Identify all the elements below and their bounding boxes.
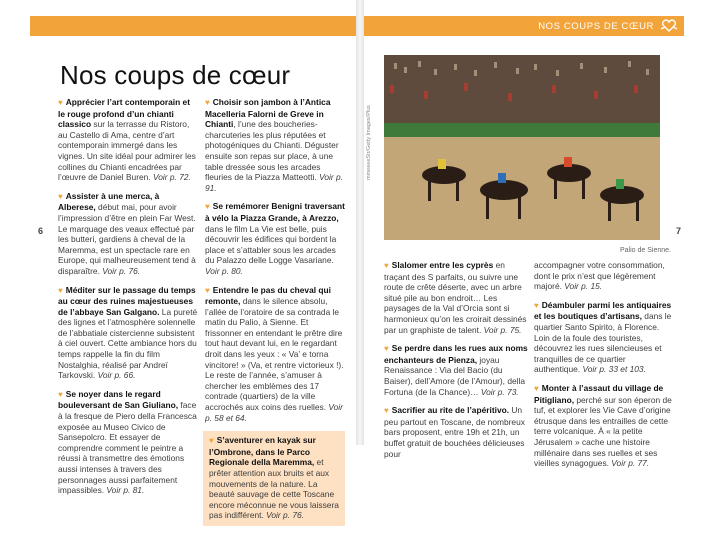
entry: ♥ Choisir son jambon à l’Antica Macelleria Falorni de Greve in Chianti, l’une des boucheries-charcuteries les plus réputées et photogéniques du Chianti. Déguster ensuite son repas sur place, à une table dressée sous les arcades fleuries de la Piazza Matteotti. Voir p. 91.: [205, 97, 345, 193]
entry: ♥ Se noyer dans le regard bouleversant de San Giuliano, face à la fresque de Piero della Francesca exposée au Museo Civico de Sansepolcro. Et essayer de comprendre comment le peintre a réussi à transmettre des émotions aussi intenses à travers des personnages aussi parfaitement impassibles. Voir p. 81.: [58, 389, 198, 496]
column-1: [58, 97, 198, 504]
left-page: [0, 0, 356, 521]
photo-caption: Palio de Sienne.: [620, 247, 671, 254]
header-band-left: [30, 16, 356, 36]
highlight-box: ♥ S’aventurer en kayak sur l’Ombrone, dans le Parco Regionale della Maremma, et prêter attention aux bruits et aux mouvements de la nature. La beauté sauvage de cette Toscane encore méconnue ne vous laissera pas indifférent. Voir p. 76.: [203, 431, 345, 526]
page-title: Nos coups de cœur: [60, 60, 291, 90]
entry: ♥ Entendre le pas du cheval qui remonte, dans le silence absolu, l’allée de l’oratoire de sa contrada le matin du Palio, à Sienne. Et frissonner en entendant le prêtre dire tout haut devant lui, en le regardant droit dans les yeux : « Va’ e torna vincitore! » (Va, et rentre victorieux !). Le reste de l’année, s’amuser à chercher les emblèmes des 17 contrade (quartiers) de la ville accrochés aux coins des ruelles. Voir p. 58 et 64.: [205, 285, 345, 424]
page-number-left: 6: [38, 226, 44, 236]
entry: ♥ Sacrifier au rite de l’apéritivo. Un peu partout en Toscane, de nombreux bars proposent, entre 19h et 21h, un buffet gratuit de bouchées délicieuses pour: [384, 405, 530, 459]
column-3: [384, 260, 530, 467]
entry: ♥ Slalomer entre les cyprès en traçant des S parfaits, ou suivre une route de crête déserte, avec un arbre situé pile au bon endroit… Les paysages de la Val d’Orcia sont si harmonieux qu’on les croirait dessinés par un graphiste de talent. Voir p. 75.: [384, 260, 530, 335]
heart-hands-icon: [660, 19, 678, 33]
right-page: [364, 0, 720, 469]
page-number-right: 7: [676, 226, 682, 236]
entry: ♥ Monter à l’assaut du village de Pitigliano, perché sur son éperon de tuf, et explorer les Vie Cave d’origine étrusque dans les entrailles de cette terre volcanique. À « la petite Jérusalem » cache une histoire millénaire dans ses ruelles et ses vieilles synagogues. Voir p. 77.: [534, 383, 674, 469]
palio-photo: [384, 55, 660, 240]
section-title: NOS COUPS DE CŒUR: [538, 20, 654, 32]
column-2: [205, 97, 345, 534]
header-band-right: [364, 16, 684, 36]
entry: accompagner votre consommation, dont le prix n’est que légèrement majoré. Voir p. 15.: [534, 260, 665, 292]
photo-credit: mmeeeeStr/Getty Images/Plus: [366, 105, 372, 180]
entry: ♥ Assister à une merca, à Alberese, début mai, pour avoir l’impression d’être en plein Far West. Le marquage des veaux effectué par les butteri, gardiens à cheval de la Maremma, est un spectacle rare en Europe, qui malheureusement tend à disparaître. Voir p. 76.: [58, 191, 198, 277]
palio-illustration: [384, 55, 660, 240]
entry: ♥ Apprécier l’art contemporain et le rouge profond d’un chianti classico sur la terrasse du Ristoro, au Castello di Ama, centre d’art contemporain immergé dans les vignes. Un site idéal pour admirer les collines du Chianti encadrées par l’œuvre de Daniel Buren. Voir p. 72.: [58, 97, 198, 183]
book-gutter: [356, 0, 364, 445]
entry: ♥ Se remémorer Benigni traversant à vélo la Piazza Grande, à Arezzo, dans le film La Vie est belle, puis découvrir les édifices qui bordent la place et s’attabler sous les arcades du Palazzo delle Logge Vasariane. Voir p. 80.: [205, 201, 345, 276]
entry: ♥ Méditer sur le passage du temps au cœur des ruines majestueuses de l’abbaye San Galgano. La pureté des lignes et l’atmosphère solennelle de l’abbatiale cistercienne subsistent à ciel ouvert. Cette ambiance hors du temps rappelle la fin du film Nostalghia, réalisé par Andreï Tarkovski. Voir p. 66.: [58, 285, 198, 381]
column-4: [534, 260, 674, 477]
entry: ♥ Se perdre dans les rues aux noms enchanteurs de Pienza, joyau Renaissance : Via del Bacio (du Baiser), dell’Amore (de l’Amour), della Fortuna (de la Chance)… Voir p. 73.: [384, 343, 530, 397]
entry: ♥ Déambuler parmi les antiquaires et les boutiques d’artisans, dans le quartier Santo Spirito, à Florence. Loin de la foule des touristes, découvrez les rues silencieuses et tranquilles de ce quartier authentique. Voir p. 33 et 103.: [534, 300, 674, 375]
